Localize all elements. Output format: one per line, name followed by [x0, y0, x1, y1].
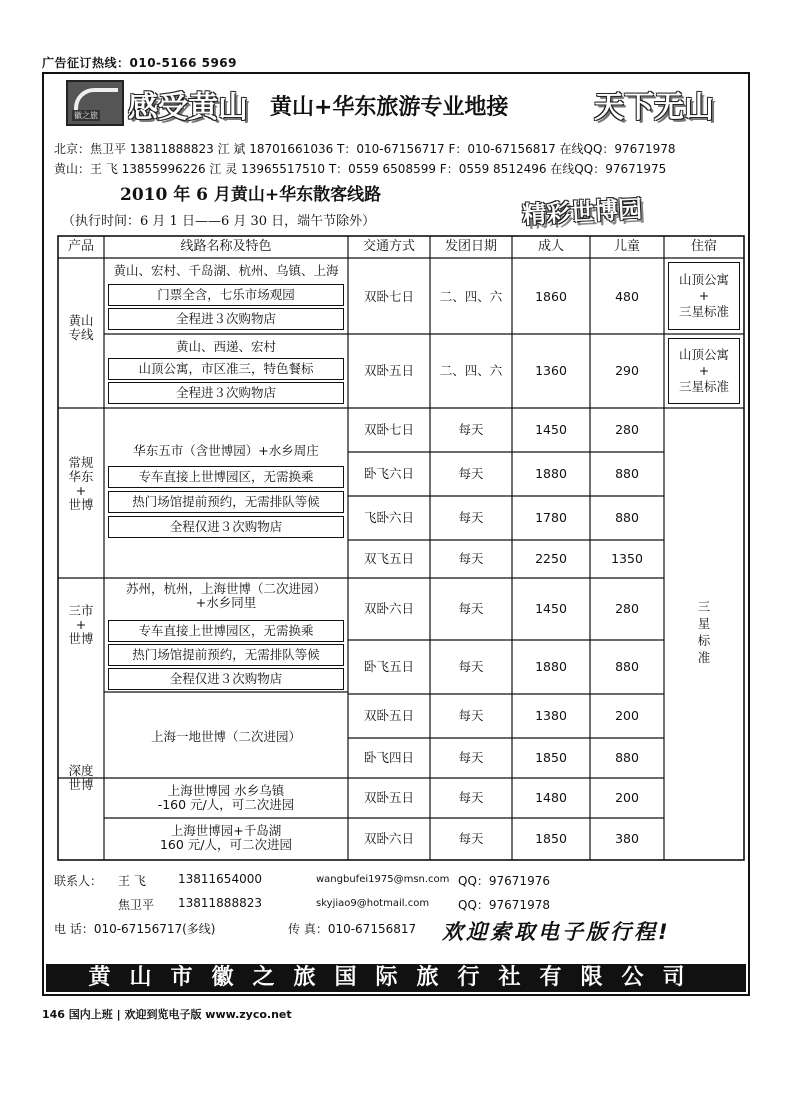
row-transport: 双卧五日 [363, 790, 414, 805]
route-name: 苏州，杭州，上海世博（二次进园） +水乡同里 [125, 581, 326, 610]
row-child: 480 [615, 289, 639, 304]
route-feature: 全程仅进３次购物店 [108, 516, 344, 538]
route-feature: 专车直接上世博园区，无需换乘 [108, 466, 344, 488]
row-adult: 1450 [535, 601, 567, 616]
row-adult: 1380 [535, 708, 567, 723]
page-footer: 146 国内上班 | 欢迎到览电子版 www.zyco.net [42, 1008, 292, 1021]
section-label: 常规 华东 + 世博 [68, 455, 94, 512]
row-dates: 每天 [458, 601, 484, 616]
row-child: 880 [615, 659, 639, 674]
row-child: 280 [615, 601, 639, 616]
section-label: 黄山 专线 [68, 313, 94, 342]
route-feature: 专车直接上世博园区，无需换乘 [108, 620, 344, 642]
contact-huangshan: 黄山：王 飞 13855996226 江 灵 13965517510 T：0559 6508599 F：0559 8512496 在线QQ：97671975 [54, 162, 667, 176]
slogan-right: 天下无山 [594, 90, 714, 125]
lodging-text: 三 星 标 准 [697, 599, 711, 665]
contact-email[interactable]: skyjiao9@hotmail.com [316, 898, 430, 909]
contact-phone: 13811654000 [178, 872, 262, 886]
row-dates: 每天 [458, 790, 484, 805]
contact-qq: QQ：97671978 [458, 898, 550, 912]
row-dates: 每天 [458, 659, 484, 674]
route-feature: 热门场馆提前预约，无需排队等候 [108, 644, 344, 666]
route-name: 华东五市（含世博园）+水乡周庄 [133, 443, 319, 458]
route-feature: 全程进３次购物店 [108, 382, 344, 404]
contact-beijing: 北京：焦卫平 13811888823 江 斌 18701661036 T：010-67156717 F：010-67156817 在线QQ：97671978 [54, 142, 676, 156]
slogan-mid: 黄山+华东旅游专业地接 [270, 95, 509, 120]
row-child: 280 [615, 422, 639, 437]
row-child: 1350 [611, 551, 643, 566]
header-route: 线路名称及特色 [180, 239, 272, 254]
row-transport: 双卧六日 [363, 831, 414, 846]
expo-stamp: 精彩世博园 [521, 194, 643, 230]
section-label: 深度 世博 [68, 763, 94, 792]
contact-name: 焦卫平 [118, 898, 155, 912]
route-feature: 门票全含，七乐市场观园 [108, 284, 344, 306]
route-feature: 热门场馆提前预约，无需排队等候 [108, 491, 344, 513]
route-name: 上海一地世博（二次进园） [150, 729, 301, 744]
row-dates: 二、四、六 [439, 289, 503, 304]
route-feature: 山顶公寓，市区准三，特色餐标 [108, 358, 344, 380]
row-dates: 每天 [458, 510, 484, 525]
row-child: 380 [615, 831, 639, 846]
ad-hotline: 广告征订热线：010-5166 5969 [42, 56, 238, 70]
row-dates: 二、四、六 [439, 363, 503, 378]
route-name: 上海世博园+千岛湖 160 元/人，可二次进园 [159, 823, 293, 852]
header-adult: 成人 [537, 239, 564, 254]
row-child: 880 [615, 510, 639, 525]
route-name: 黄山、西递、宏村 [175, 339, 276, 354]
row-dates: 每天 [458, 422, 484, 437]
row-adult: 1480 [535, 790, 567, 805]
header-product: 产品 [67, 239, 94, 254]
contact-qq: QQ：97671976 [458, 874, 550, 888]
execution-period: （执行时间：6 月 1 日——6 月 30 日，端午节除外） [62, 214, 376, 229]
row-adult: 1850 [535, 831, 567, 846]
row-dates: 每天 [458, 466, 484, 481]
row-dates: 每天 [458, 708, 484, 723]
logo-tag: 徽之旅 [74, 111, 98, 120]
header-child: 儿童 [613, 239, 640, 254]
row-adult: 1850 [535, 750, 567, 765]
welcome-slogan: 欢迎索取电子版行程! [442, 920, 671, 944]
row-adult: 1880 [535, 659, 567, 674]
row-transport: 卧飞四日 [363, 750, 414, 765]
lodging-box: 山顶公寓 + 三星标准 [668, 338, 740, 404]
route-feature: 全程仅进３次购物店 [108, 668, 344, 690]
office-phone: 电 话：010-67156717(多线) [54, 922, 216, 936]
row-dates: 每天 [458, 831, 484, 846]
row-transport: 飞卧六日 [363, 510, 414, 525]
row-dates: 每天 [458, 750, 484, 765]
header-lodging: 住宿 [690, 239, 717, 254]
row-transport: 双卧七日 [363, 289, 414, 304]
row-child: 880 [615, 466, 639, 481]
section-label: 三市 + 世博 [68, 603, 94, 646]
row-dates: 每天 [458, 551, 484, 566]
header-transport: 交通方式 [362, 239, 415, 254]
row-adult: 1860 [535, 289, 567, 304]
route-name: 黄山、宏村、千岛湖、杭州、乌镇、上海 [113, 263, 339, 278]
header-dates: 发团日期 [444, 239, 497, 254]
route-feature: 全程进３次购物店 [108, 308, 344, 330]
row-transport: 双卧五日 [363, 363, 414, 378]
row-child: 290 [615, 363, 639, 378]
slogan-left: 感受黄山 [128, 90, 248, 125]
lodging-box: 山顶公寓 + 三星标准 [668, 262, 740, 330]
row-transport: 卧飞六日 [363, 466, 414, 481]
route-name: 上海世博园 水乡乌镇 -160 元/人，可二次进园 [157, 783, 295, 812]
row-adult: 1450 [535, 422, 567, 437]
row-adult: 2250 [535, 551, 567, 566]
office-fax: 传 真：010-67156817 [288, 922, 417, 936]
company-name-bar: 黄山市徽之旅国际旅行社有限公司 [46, 964, 746, 992]
row-transport: 双卧七日 [363, 422, 414, 437]
page-title: 2010 年 6 月黄山+华东散客线路 [120, 185, 382, 205]
contact-phone: 13811888823 [178, 896, 262, 910]
contact-name: 王 飞 [118, 874, 146, 888]
row-child: 200 [615, 708, 639, 723]
row-transport: 双卧五日 [363, 708, 414, 723]
row-transport: 卧飞五日 [363, 659, 414, 674]
row-child: 880 [615, 750, 639, 765]
contact-email[interactable]: wangbufei1975@msn.com [316, 874, 450, 885]
row-adult: 1880 [535, 466, 567, 481]
row-adult: 1780 [535, 510, 567, 525]
row-child: 200 [615, 790, 639, 805]
contact-label: 联系人： [54, 874, 103, 888]
row-adult: 1360 [535, 363, 567, 378]
row-transport: 双卧六日 [363, 601, 414, 616]
row-transport: 双飞五日 [363, 551, 414, 566]
